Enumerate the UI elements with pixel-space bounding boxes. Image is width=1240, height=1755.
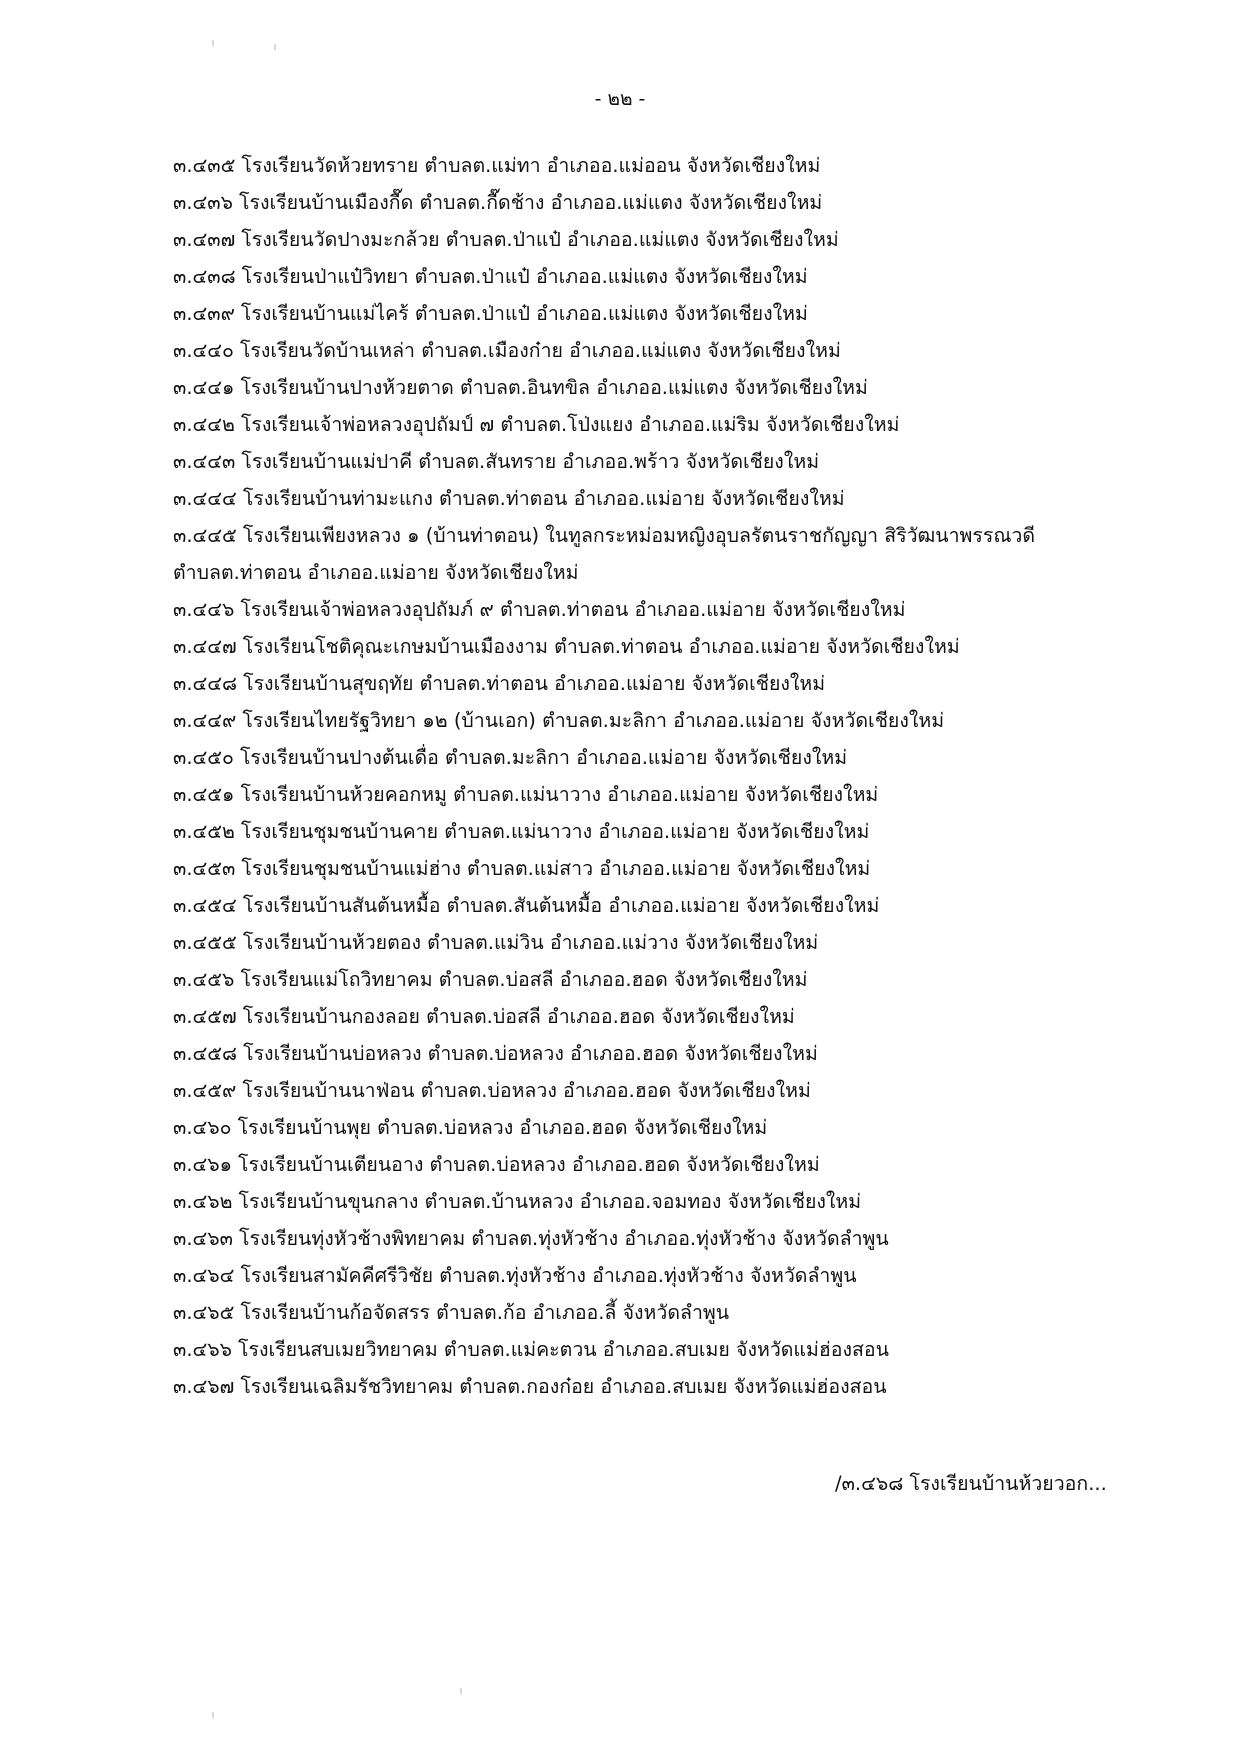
item-number: ๓.๔๔๙ [173, 709, 237, 732]
list-item [173, 961, 1083, 998]
item-number: ๓.๔๖๓ [173, 1227, 233, 1250]
item-text: โรงเรียนบ้านนาฟ่อน ตำบลต.บ่อหลวง อำเภออ.ฮอด จังหวัดเชียงใหม่ [242, 1079, 811, 1102]
list-item [173, 1146, 1083, 1183]
item-text: โรงเรียนวัดปางมะกล้วย ตำบลต.ป่าแป๋ อำเภออ.แม่แตง จังหวัดเชียงใหม่ [241, 228, 839, 251]
list-item [173, 628, 1083, 665]
item-text: โรงเรียนบ้านปางห้วยตาด ตำบลต.อินทขิล อำเภออ.แม่แตง จังหวัดเชียงใหม่ [240, 376, 868, 399]
list-item [173, 406, 1083, 443]
item-number: ๓.๔๕๖ [173, 968, 235, 991]
item-text: โรงเรียนบ้านห้วยตอง ตำบลต.แม่วิน อำเภออ.แม่วาง จังหวัดเชียงใหม่ [242, 931, 819, 954]
item-text: โรงเรียนทุ่งหัวช้างพิทยาคม ตำบลต.ทุ่งหัวช้าง อำเภออ.ทุ่งหัวช้าง จังหวัดลำพูน [239, 1227, 889, 1250]
item-text: โรงเรียนเฉลิมรัชวิทยาคม ตำบลต.กองก๋อย อำเภออ.สบเมย จังหวัดแม่ฮ่องสอน [240, 1375, 887, 1398]
item-number: ๓.๔๕๐ [173, 746, 234, 769]
item-text: โรงเรียนแม่โถวิทยาคม ตำบลต.บ่อสลี อำเภออ.ฮอด จังหวัดเชียงใหม่ [240, 968, 808, 991]
item-number: ๓.๔๔๘ [173, 672, 238, 695]
list-item [173, 221, 1083, 258]
item-number: ๓.๔๕๔ [173, 894, 237, 917]
list-item [173, 517, 1083, 591]
item-number: ๓.๔๓๙ [173, 302, 235, 325]
item-number: ๓.๔๖๑ [173, 1153, 233, 1176]
item-number: ๓.๔๖๐ [173, 1116, 232, 1139]
item-text: โรงเรียนสามัคคีศรีวิชัย ตำบลต.ทุ่งหัวช้าง อำเภออ.ทุ่งหัวช้าง จังหวัดลำพูน [240, 1264, 857, 1287]
item-number: ๓.๔๕๘ [173, 1042, 238, 1065]
item-text: โรงเรียนเจ้าพ่อหลวงอุปถัมป์ ๗ ตำบลต.โป่งแยง อำเภออ.แม่ริม จังหวัดเชียงใหม่ [240, 413, 900, 436]
item-text: โรงเรียนบ้านห้วยคอกหมู ตำบลต.แม่นาวาง อำเภออ.แม่อาย จังหวัดเชียงใหม่ [240, 783, 879, 806]
list-item [173, 591, 1083, 628]
item-text: โรงเรียนชุมชนบ้านคาย ตำบลต.แม่นาวาง อำเภออ.แม่อาย จังหวัดเชียงใหม่ [240, 820, 870, 843]
list-item [173, 1220, 1083, 1257]
list-item [173, 369, 1083, 406]
item-text: โรงเรียนบ้านแม่ปาคี ตำบลต.สันทราย อำเภออ.พร้าว จังหวัดเชียงใหม่ [241, 450, 820, 473]
item-number: ๓.๔๖๖ [173, 1338, 233, 1361]
item-text: โรงเรียนไทยรัฐวิทยา ๑๒ (บ้านเอก) ตำบลต.มะลิกา อำเภออ.แม่อาย จังหวัดเชียงใหม่ [242, 709, 945, 732]
page-number: - ๒๒ - [594, 88, 646, 110]
item-number: ๓.๔๓๕ [173, 154, 236, 177]
list-item [173, 1368, 1083, 1405]
item-text: โรงเรียนป่าแป๋วิทยา ตำบลต.ป่าแป๋ อำเภออ.แม่แตง จังหวัดเชียงใหม่ [241, 265, 808, 288]
list-item [173, 998, 1083, 1035]
item-number: ๓.๔๔๐ [173, 339, 234, 362]
item-number: ๓.๔๕๓ [173, 857, 236, 880]
item-number: ๓.๔๖๒ [173, 1190, 233, 1213]
item-number: ๓.๔๔๓ [173, 450, 236, 473]
list-item [173, 776, 1083, 813]
list-item [173, 1072, 1083, 1109]
item-text: โรงเรียนบ้านสุขฤทัย ตำบลต.ท่าตอน อำเภออ.แม่อาย จังหวัดเชียงใหม่ [243, 672, 826, 695]
list-item [173, 443, 1083, 480]
item-text: โรงเรียนชุมชนบ้านแม่ฮ่าง ตำบลต.แม่สาว อำเภออ.แม่อาย จังหวัดเชียงใหม่ [241, 857, 871, 880]
list-item [173, 1331, 1083, 1368]
item-text: โรงเรียนบ้านบ่อหลวง ตำบลต.บ่อหลวง อำเภออ.ฮอด จังหวัดเชียงใหม่ [243, 1042, 818, 1065]
list-item [173, 739, 1083, 776]
list-item [173, 665, 1083, 702]
scan-speck [460, 1688, 462, 1694]
item-text: โรงเรียนโชติคุณะเกษมบ้านเมืองงาม ตำบลต.ท่าตอน อำเภออ.แม่อาย จังหวัดเชียงใหม่ [242, 635, 960, 658]
list-item [173, 887, 1083, 924]
item-number: ๓.๔๓๗ [173, 228, 236, 251]
item-number: ๓.๔๔๖ [173, 598, 235, 621]
item-text: โรงเรียนบ้านพุย ตำบลต.บ่อหลวง อำเภออ.ฮอด จังหวัดเชียงใหม่ [237, 1116, 768, 1139]
item-number: ๓.๔๔๑ [173, 376, 235, 399]
item-number: ๓.๔๖๕ [173, 1301, 235, 1324]
list-item [173, 1294, 1083, 1331]
item-number: ๓.๔๕๗ [173, 1005, 237, 1028]
item-text: โรงเรียนเพียงหลวง ๑ (บ้านท่าตอน) ในทูลกระหม่อมหญิงอุบลรัตนราชกัญญา สิริวัฒนาพรรณวดี ตำบลต.ท่าตอน อำเภออ.แม่อาย จังหวัดเชียงใหม่ [173, 524, 1036, 584]
item-number: ๓.๔๔๗ [173, 635, 237, 658]
item-number: ๓.๔๕๕ [173, 931, 237, 954]
item-text: โรงเรียนบ้านแม่ไคร้ ตำบลต.ป่าแป๋ อำเภออ.แม่แตง จังหวัดเชียงใหม่ [240, 302, 808, 325]
item-text: โรงเรียนสบเมยวิทยาคม ตำบลต.แม่คะตวน อำเภออ.สบเมย จังหวัดแม่ฮ่องสอน [238, 1338, 889, 1361]
list-item [173, 1109, 1083, 1146]
scan-speck [274, 44, 276, 50]
continuation-note: /๓.๔๖๘ โรงเรียนบ้านห้วยวอก... [835, 1472, 1107, 1495]
item-text: โรงเรียนวัดห้วยทราย ตำบลต.แม่ทา อำเภออ.แม่ออน จังหวัดเชียงใหม่ [241, 154, 821, 177]
list-item [173, 1183, 1083, 1220]
list-item [173, 1257, 1083, 1294]
item-text: โรงเรียนบ้านเตียนอาง ตำบลต.บ่อหลวง อำเภออ.ฮอด จังหวัดเชียงใหม่ [238, 1153, 820, 1176]
list-item [173, 332, 1083, 369]
item-text: โรงเรียนบ้านปางต้นเดื่อ ตำบลต.มะลิกา อำเภออ.แม่อาย จังหวัดเชียงใหม่ [239, 746, 848, 769]
item-number: ๓.๔๔๕ [173, 524, 237, 547]
list-item [173, 924, 1083, 961]
item-text: โรงเรียนวัดบ้านเหล่า ตำบลต.เมืองก๋าย อำเภออ.แม่แตง จังหวัดเชียงใหม่ [239, 339, 841, 362]
item-text: โรงเรียนบ้านเมืองกื๊ด ตำบลต.กื๊ดช้าง อำเภออ.แม่แตง จังหวัดเชียงใหม่ [239, 191, 823, 214]
list-item [173, 702, 1083, 739]
list-item [173, 850, 1083, 887]
item-number: ๓.๔๔๒ [173, 413, 235, 436]
item-number: ๓.๔๓๖ [173, 191, 233, 214]
list-item [173, 258, 1083, 295]
item-text: โรงเรียนบ้านสันต้นหมื้อ ตำบลต.สันต้นหมื้อ อำเภออ.แม่อาย จังหวัดเชียงใหม่ [242, 894, 880, 917]
scan-speck [212, 40, 214, 46]
item-number: ๓.๔๖๗ [173, 1375, 235, 1398]
item-number: ๓.๔๔๔ [173, 487, 237, 510]
list-item [173, 184, 1083, 221]
list-item [173, 480, 1083, 517]
list-item [173, 147, 1083, 184]
item-number: ๓.๔๓๘ [173, 265, 236, 288]
item-text: โรงเรียนบ้านก้อจัดสรร ตำบลต.ก้อ อำเภออ.ลี้ จังหวัดลำพูน [240, 1301, 730, 1324]
item-number: ๓.๔๖๔ [173, 1264, 235, 1287]
item-text: โรงเรียนบ้านขุนกลาง ตำบลต.บ้านหลวง อำเภออ.จอมทอง จังหวัดเชียงใหม่ [238, 1190, 862, 1213]
item-text: โรงเรียนบ้านกองลอย ตำบลต.บ่อสลี อำเภออ.ฮอด จังหวัดเชียงใหม่ [242, 1005, 795, 1028]
school-list [173, 147, 1083, 1405]
item-number: ๓.๔๕๙ [173, 1079, 237, 1102]
list-item [173, 295, 1083, 332]
item-number: ๓.๔๕๒ [173, 820, 235, 843]
item-number: ๓.๔๕๑ [173, 783, 235, 806]
list-item [173, 813, 1083, 850]
item-text: โรงเรียนบ้านท่ามะแกง ตำบลต.ท่าตอน อำเภออ.แม่อาย จังหวัดเชียงใหม่ [242, 487, 845, 510]
item-text: โรงเรียนเจ้าพ่อหลวงอุปถัมภ์ ๙ ตำบลต.ท่าตอน อำเภออ.แม่อาย จังหวัดเชียงใหม่ [240, 598, 906, 621]
scan-speck [212, 1712, 214, 1718]
list-item [173, 1035, 1083, 1072]
